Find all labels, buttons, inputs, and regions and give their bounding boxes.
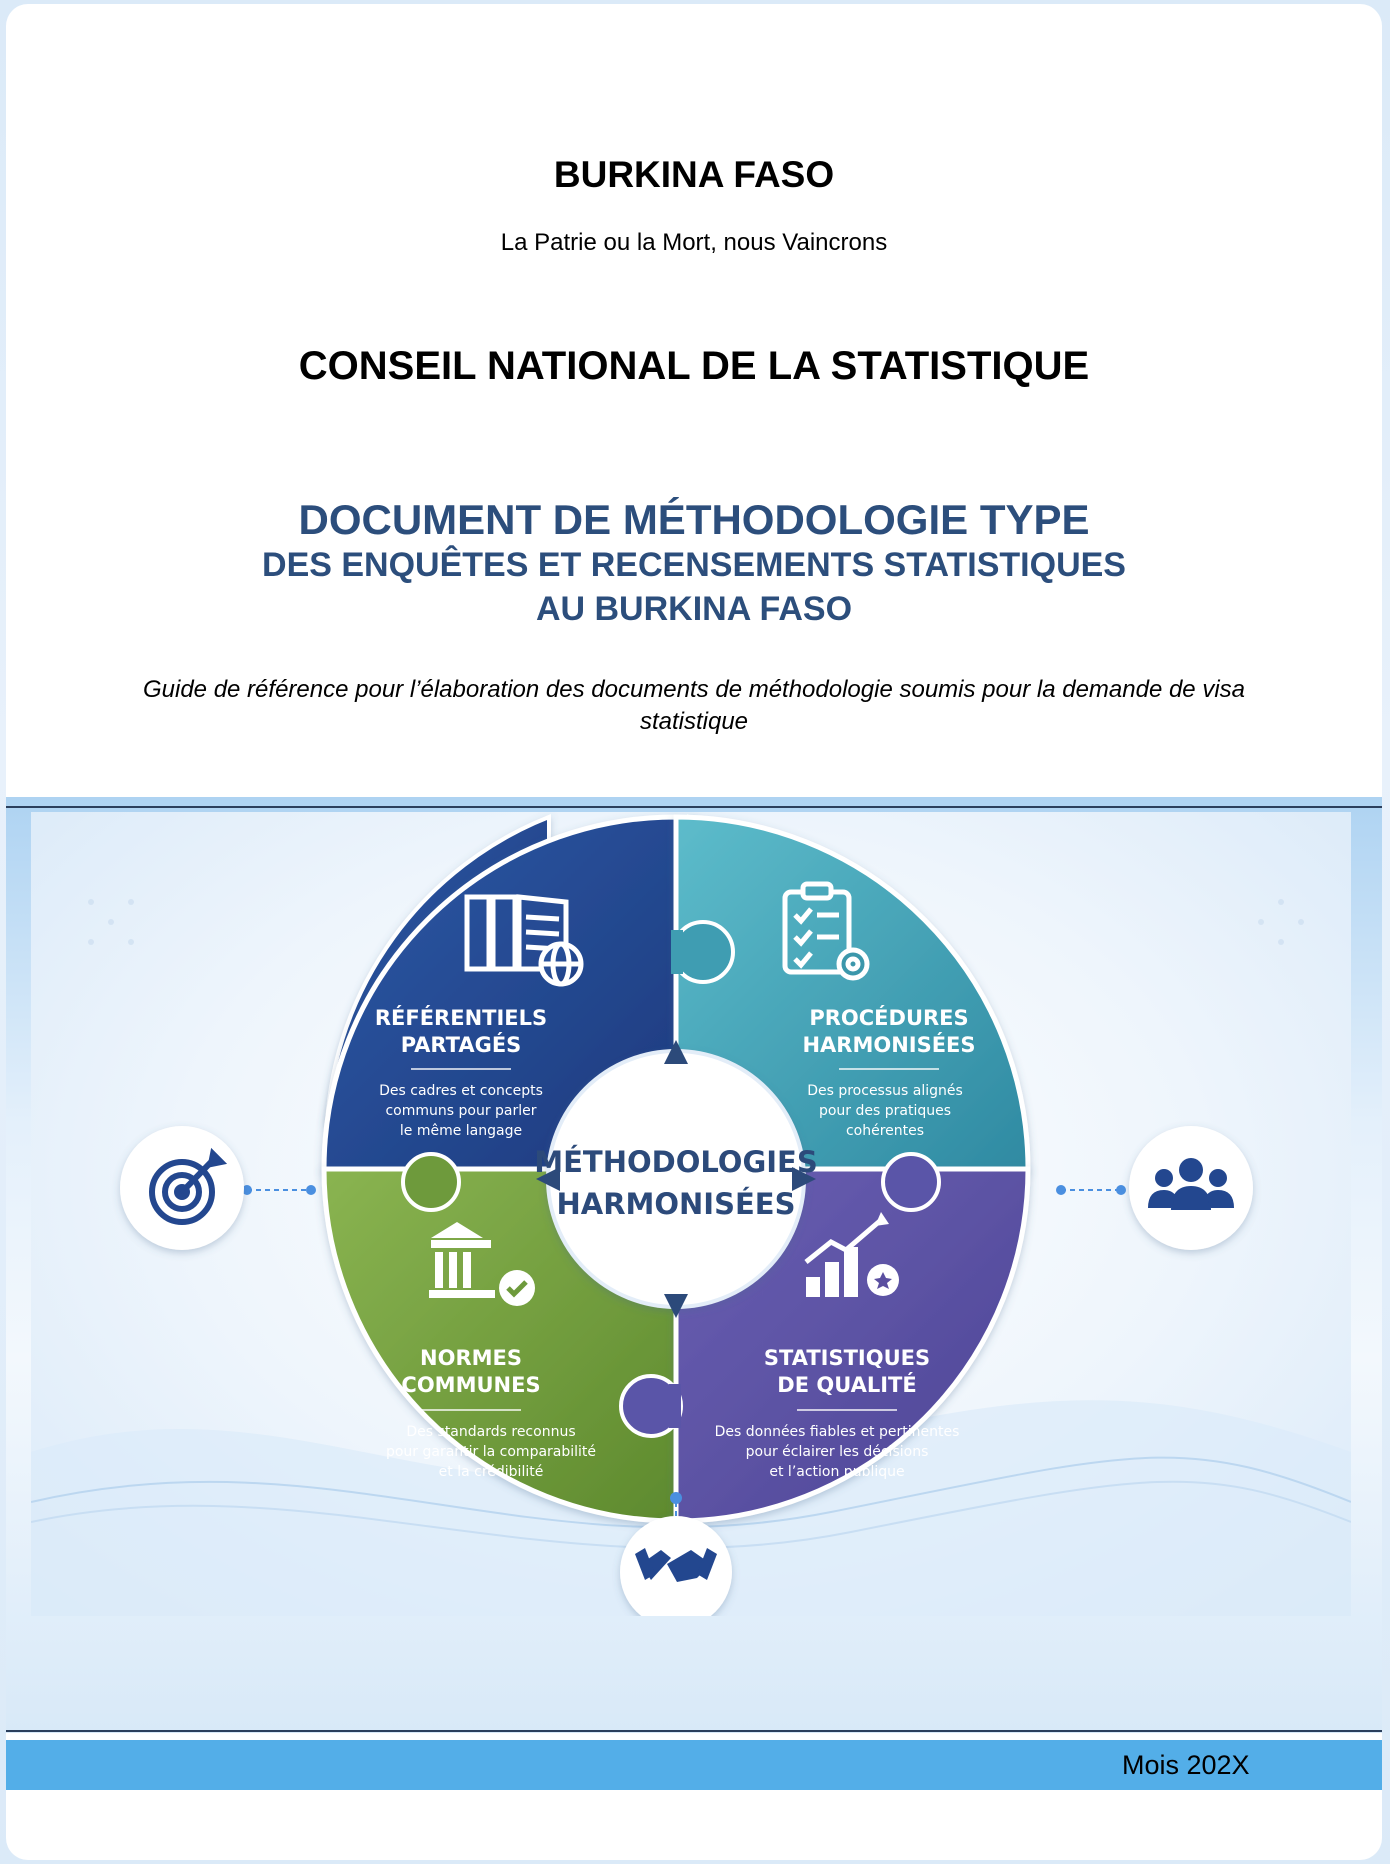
document-title: DOCUMENT DE MÉTHODOLOGIE TYPE (298, 496, 1090, 543)
piece-title-procedures-1: PROCÉDURES (809, 1006, 969, 1030)
piece-text-procedures-1: Des processus alignés (807, 1083, 963, 1099)
guide-subtitle: Guide de référence pour l’élaboration des documents de méthodologie soumis pour la demande de visa statistique (142, 676, 1246, 735)
piece-title-normes-1: NORMES (420, 1346, 522, 1370)
methodology-illustration (31, 812, 1351, 1616)
country-name: BURKINA FASO (553, 154, 835, 195)
piece-text-procedures-2: pour des pratiques (818, 1103, 952, 1119)
piece-text-referentiels-2: communs pour parler (385, 1103, 537, 1119)
piece-text-normes-3: et la crédibilité (438, 1464, 544, 1480)
piece-title-referentiels-1: RÉFÉRENTIELS (374, 1006, 548, 1030)
cover-page (6, 4, 1382, 1860)
piece-text-referentiels-3: le même langage (399, 1123, 523, 1139)
center-title-line2: HARMONISÉES (556, 1187, 796, 1221)
piece-title-statistiques-1: STATISTIQUES (763, 1346, 931, 1370)
piece-text-statistiques-1: Des données fiables et pertinentes (714, 1424, 960, 1440)
document-subtitle-line1: DES ENQUÊTES ET RECENSEMENTS STATISTIQUES (262, 546, 1126, 584)
piece-text-referentiels-1: Des cadres et concepts (379, 1083, 543, 1099)
piece-text-statistiques-3: et l’action publique (769, 1464, 905, 1480)
piece-title-referentiels-2: PARTAGÉS (400, 1033, 522, 1057)
divider-line (6, 806, 1382, 808)
document-subtitle-line2: AU BURKINA FASO (535, 590, 853, 628)
piece-title-statistiques-2: DE QUALITÉ (777, 1373, 917, 1397)
piece-text-normes-2: pour garantir la comparabilité (385, 1444, 597, 1460)
council-name: CONSEIL NATIONAL DE LA STATISTIQUE (298, 344, 1090, 388)
piece-text-procedures-3: cohérentes (845, 1123, 925, 1139)
piece-text-normes-1: Des standards reconnus (406, 1424, 576, 1440)
center-title-line1: MÉTHODOLOGIES (534, 1145, 818, 1179)
divider-line (6, 1730, 1382, 1732)
piece-title-procedures-2: HARMONISÉES (802, 1033, 976, 1057)
publication-date: Mois 202X (1122, 1750, 1250, 1780)
piece-text-statistiques-2: pour éclairer les décisions (745, 1444, 929, 1460)
piece-title-normes-2: COMMUNES (401, 1373, 541, 1397)
national-motto: La Patrie ou la Mort, nous Vaincrons (500, 229, 888, 256)
center-circle (548, 1051, 804, 1307)
